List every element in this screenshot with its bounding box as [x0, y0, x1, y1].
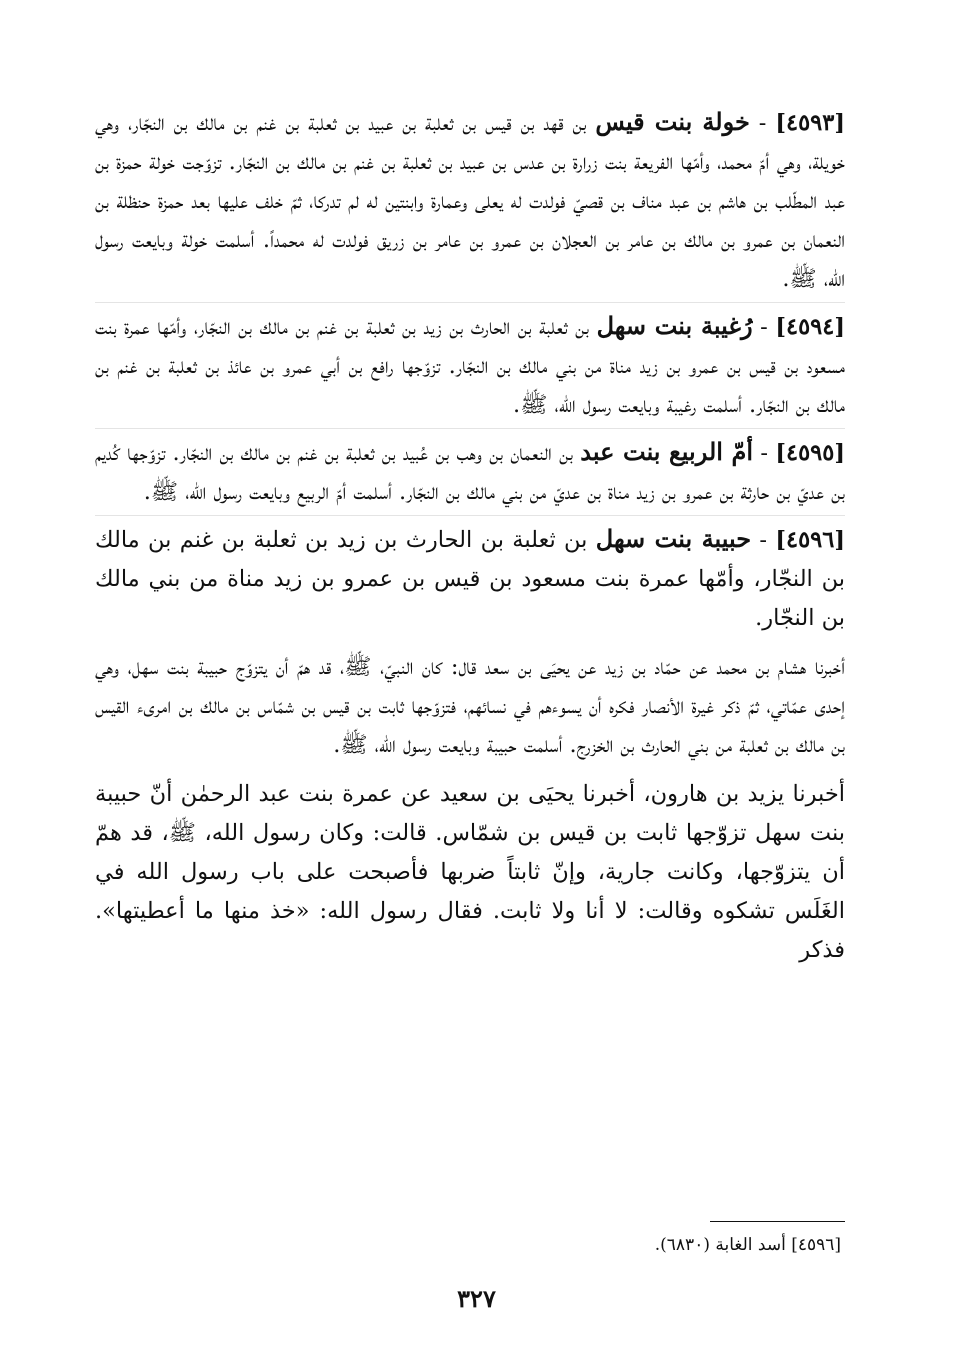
page-number: ٣٢٧: [457, 1284, 496, 1313]
biography-entry: [95, 515, 845, 638]
entry-name: خولة بنت قيس: [595, 107, 750, 136]
entry-number: [٤٥٩٦]: [775, 527, 846, 553]
entry-number: [٤٥٩٥]: [775, 440, 845, 466]
entry-text: بن النعمان بن وهب بن عُبيد بن ثعلبة بن غنم بن مالك بن النجّار. تزوّجها كُديم بن عديّ بن حارثة بن عمرو بن زيد مناة بن عديّ من بني مالك بن النجّار. أسلمت أمّ الربيع وبايعت رسول الله، ﷺ.: [95, 440, 845, 505]
narration-paragraph: أخبرنا هشام بن محمد عن حمّاد بن زيد عن يحيَى بن سعد قال: كان النبيّ، ﷺ، قد همّ أن يتزوّج حبيبة بنت سهل، وهي إحدى عمّاتي، ثمّ ذكر غيرة الأنصار فكره أن يسوءهم في نسائهم، فتزوّجها ثابت بن قيس بن شمّاس بن مالك بن امرىء القيس بن مالك بن ثعلبة من بني الحارث بن الخزرج. أسلمت حبيبة وبايعت رسول الله، ﷺ.: [95, 654, 845, 758]
entry-text: بن ثعلبة بن الحارث بن زيد بن ثعلبة بن غنم بن مالك بن النجّار، وأمّها عمرة بنت مسعود بن قيس بن عمرو بن زيد مناة من بني مالك بن النجّار.: [95, 527, 845, 631]
entry-name: رُغيبة بنت سهل: [596, 311, 753, 340]
entry-dash: -: [760, 440, 768, 466]
entry-dash: -: [760, 314, 768, 340]
entry-number: [٤٥٩٤]: [775, 314, 846, 340]
biography-entry: [95, 428, 845, 512]
footnote: [٤٥٩٦] أسد الغابة (٦٨٣٠).: [654, 1235, 841, 1255]
biography-entry: [95, 302, 845, 425]
biography-entry: [95, 100, 845, 299]
entry-number: [٤٥٩٣]: [775, 110, 845, 136]
entry-name: أمّ الربيع بنت عبد: [580, 437, 754, 466]
entry-text: بن قهد بن قيس بن ثعلبة بن عبيد بن ثعلبة بن غنم بن مالك بن النجّار، وهي خويلة، وهي أمّ محمد، وأمّها الفريعة بنت زرارة بن عدس بن عبيد بن ثعلبة بن غنم بن مالك بن النجّار. تزوّجت خولة حمزة بن عبد المطّلب بن هاشم بن عبد مناف بن قصيّ فولدت له يعلى وعمارة وابنتين له لم تدركا، ثمّ خلف عليها بعد حمزة حنظلة بن النعمان بن عمرو بن مالك بن عامر بن العجلان بن عمرو بن عامر بن زريق فولدت له محمداً. أسلمت خولة وبايعت رسول الله، ﷺ.: [95, 110, 845, 292]
entry-dash: -: [759, 527, 768, 553]
narration-paragraph: أخبرنا يزيد بن هارون، أخبرنا يحيَى بن سعيد عن عمرة بنت عبد الرحمٰن أنّ حبيبة بنت سهل تزوّجها ثابت بن قيس بن شمّاس. قالت: وكان رسول الله، ﷺ، قد همّ أن يتزوّجها، وكانت جارية، وإنّ ثابتاً ضربها فأصبحت على باب رسول الله في الغَلَس تشكوه وقالت: لا أنا ولا ثابت. فقال رسول الله: «خذ منها ما أعطيتها». فذكر: [95, 781, 845, 963]
entry-text: بن ثعلبة بن الحارث بن زيد بن ثعلبة بن غنم بن مالك بن النجّار، وأمّها عمرة بنت مسعود بن قيس بن عمرو بن زيد مناة من بني مالك بن النجّار. تزوّجها رافع بن أبي عمرو بن عائذ بن ثعلبة بن غنم بن مالك بن النجّار. أسلمت رغيبة وبايعت رسول الله، ﷺ.: [95, 314, 845, 418]
entry-dash: -: [758, 110, 767, 136]
entry-name: حبيبة بنت سهل: [595, 524, 752, 553]
main-text: [95, 100, 845, 970]
footnote-divider: [710, 1221, 845, 1222]
